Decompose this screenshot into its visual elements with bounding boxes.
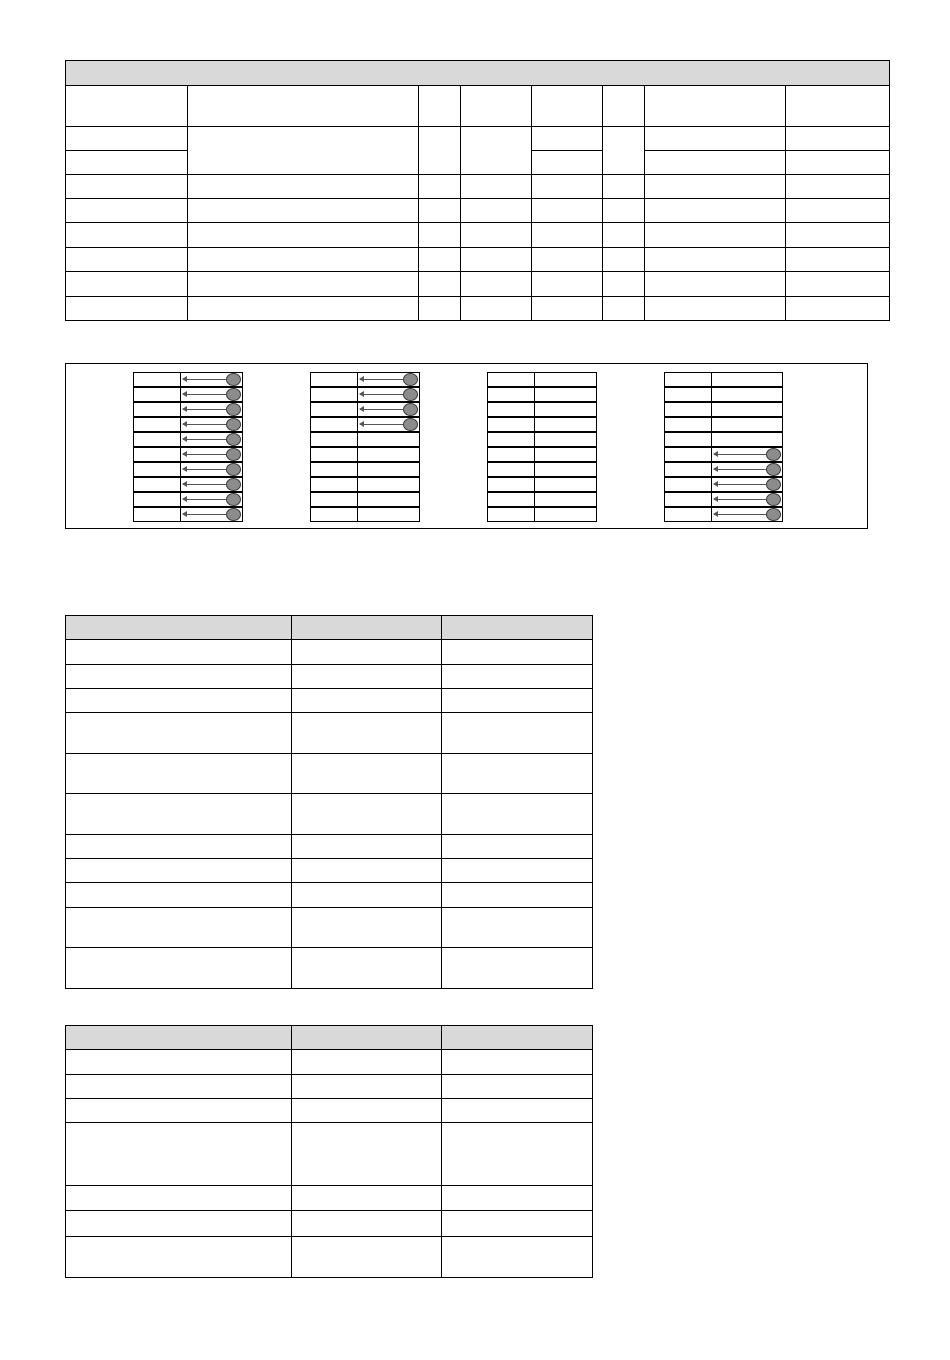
terminal-row-left-cell bbox=[664, 417, 712, 432]
diagram-panel bbox=[65, 363, 868, 529]
terminal-row bbox=[487, 432, 597, 447]
terminal-row bbox=[664, 387, 783, 402]
terminal-row-left-cell bbox=[664, 477, 712, 492]
terminal-row-left-cell bbox=[310, 492, 358, 507]
terminal-row bbox=[310, 417, 420, 432]
table-rule bbox=[65, 271, 890, 272]
terminal-row-left-cell bbox=[133, 462, 181, 477]
terminal-row bbox=[133, 372, 243, 387]
connection-point-icon bbox=[226, 418, 241, 431]
connection-point-icon bbox=[766, 463, 781, 476]
table-rule bbox=[65, 320, 890, 321]
table-rule bbox=[65, 907, 593, 908]
connection-arrow-icon bbox=[183, 439, 226, 440]
table-rule bbox=[441, 615, 442, 989]
terminal-row bbox=[664, 477, 783, 492]
terminal-row bbox=[487, 402, 597, 417]
terminal-row-left-cell bbox=[664, 462, 712, 477]
connection-point-icon bbox=[403, 388, 418, 401]
table-rule bbox=[65, 753, 593, 754]
terminal-row-left-cell bbox=[310, 432, 358, 447]
connection-point-icon bbox=[226, 403, 241, 416]
terminal-row-left-cell bbox=[487, 432, 535, 447]
table-rule bbox=[65, 222, 890, 223]
terminal-row-right-cell bbox=[357, 477, 420, 492]
terminal-row bbox=[664, 402, 783, 417]
terminal-row bbox=[133, 402, 243, 417]
table-rule bbox=[65, 615, 66, 989]
table-rule bbox=[65, 198, 890, 199]
connection-arrow-icon bbox=[360, 394, 403, 395]
table-rule bbox=[65, 615, 593, 616]
table-rule bbox=[291, 1025, 292, 1278]
table_a-header-fill bbox=[65, 615, 592, 639]
table-rule bbox=[65, 1049, 593, 1050]
connection-point-icon bbox=[226, 493, 241, 506]
terminal-row-right-cell bbox=[357, 462, 420, 477]
terminal-row-left-cell bbox=[133, 387, 181, 402]
terminal-row-right-cell bbox=[534, 462, 597, 477]
terminal-row bbox=[310, 372, 420, 387]
connection-arrow-icon bbox=[183, 514, 226, 515]
table-rule bbox=[65, 1025, 593, 1026]
connection-arrow-icon bbox=[183, 394, 226, 395]
terminal-row bbox=[133, 462, 243, 477]
terminal-row-right-cell bbox=[357, 507, 420, 522]
connection-arrow-icon bbox=[183, 409, 226, 410]
table_b-header-fill bbox=[65, 1025, 592, 1049]
terminal-row-left-cell bbox=[133, 432, 181, 447]
connection-arrow-icon bbox=[714, 514, 766, 515]
table-rule bbox=[441, 1025, 442, 1278]
table-rule bbox=[187, 60, 188, 321]
terminal-row bbox=[664, 372, 783, 387]
terminal-row-right-cell bbox=[534, 387, 597, 402]
terminal-row-left-cell bbox=[310, 402, 358, 417]
terminal-row-right-cell bbox=[534, 477, 597, 492]
terminal-row bbox=[133, 492, 243, 507]
terminal-row bbox=[487, 462, 597, 477]
terminal-row-left-cell bbox=[310, 507, 358, 522]
connection-point-icon bbox=[766, 478, 781, 491]
table-rule bbox=[65, 712, 593, 713]
terminal-row-right-cell bbox=[534, 492, 597, 507]
table-rule bbox=[592, 1025, 593, 1278]
connection-arrow-icon bbox=[360, 424, 403, 425]
connection-arrow-icon bbox=[714, 499, 766, 500]
table-rule bbox=[531, 60, 532, 321]
terminal-row-right-cell bbox=[357, 447, 420, 462]
connection-point-icon bbox=[226, 508, 241, 521]
table-rule bbox=[644, 60, 645, 321]
terminal-row-left-cell bbox=[487, 372, 535, 387]
connection-arrow-icon bbox=[360, 409, 403, 410]
connection-point-icon bbox=[403, 373, 418, 386]
terminal-row-left-cell bbox=[133, 417, 181, 432]
table-rule bbox=[65, 664, 593, 665]
terminal-row bbox=[664, 492, 783, 507]
table-rule bbox=[65, 988, 593, 989]
terminal-row-left-cell bbox=[487, 447, 535, 462]
table-rule bbox=[889, 60, 890, 321]
terminal-row bbox=[310, 462, 420, 477]
terminal-row bbox=[133, 432, 243, 447]
terminal-row bbox=[487, 372, 597, 387]
table-rule bbox=[65, 1185, 593, 1186]
terminal-row-right-cell bbox=[711, 402, 783, 417]
terminal-row bbox=[133, 387, 243, 402]
terminal-row-right-cell bbox=[711, 432, 783, 447]
terminal-row bbox=[487, 387, 597, 402]
table-rule bbox=[65, 1025, 66, 1278]
terminal-row-left-cell bbox=[133, 492, 181, 507]
terminal-row bbox=[310, 477, 420, 492]
table-rule bbox=[65, 793, 593, 794]
terminal-row-right-cell bbox=[534, 432, 597, 447]
table-rule bbox=[592, 615, 593, 989]
connection-point-icon bbox=[226, 433, 241, 446]
terminal-row bbox=[310, 447, 420, 462]
terminal-row-right-cell bbox=[534, 447, 597, 462]
terminal-row-left-cell bbox=[133, 447, 181, 462]
table-rule bbox=[65, 150, 188, 151]
table-rule bbox=[602, 60, 603, 321]
terminal-row-right-cell bbox=[534, 417, 597, 432]
table-rule bbox=[65, 296, 890, 297]
terminal-row-left-cell bbox=[487, 417, 535, 432]
terminal-row-left-cell bbox=[664, 432, 712, 447]
connection-arrow-icon bbox=[183, 484, 226, 485]
connection-arrow-icon bbox=[360, 379, 403, 380]
terminal-row-right-cell bbox=[534, 507, 597, 522]
terminal-row bbox=[133, 447, 243, 462]
connection-point-icon bbox=[403, 418, 418, 431]
table-rule bbox=[65, 882, 593, 883]
connection-point-icon bbox=[226, 448, 241, 461]
terminal-row bbox=[487, 447, 597, 462]
terminal-row bbox=[664, 417, 783, 432]
table-rule bbox=[65, 247, 890, 248]
terminal-row-left-cell bbox=[664, 492, 712, 507]
connection-arrow-icon bbox=[183, 379, 226, 380]
connection-point-icon bbox=[766, 508, 781, 521]
table-rule bbox=[65, 688, 593, 689]
connection-arrow-icon bbox=[183, 424, 226, 425]
connection-arrow-icon bbox=[714, 454, 766, 455]
table-rule bbox=[65, 126, 890, 127]
terminal-row bbox=[487, 507, 597, 522]
terminal-row-left-cell bbox=[133, 477, 181, 492]
connection-point-icon bbox=[226, 478, 241, 491]
terminal-row bbox=[664, 462, 783, 477]
terminal-row bbox=[310, 387, 420, 402]
connection-arrow-icon bbox=[183, 469, 226, 470]
connection-point-icon bbox=[226, 463, 241, 476]
terminal-row-left-cell bbox=[487, 477, 535, 492]
terminal-row bbox=[310, 507, 420, 522]
connection-point-icon bbox=[766, 448, 781, 461]
terminal-row-left-cell bbox=[664, 387, 712, 402]
table-rule bbox=[65, 60, 66, 321]
connection-arrow-icon bbox=[714, 469, 766, 470]
connection-arrow-icon bbox=[714, 484, 766, 485]
terminal-row-left-cell bbox=[310, 462, 358, 477]
terminal-row-left-cell bbox=[133, 402, 181, 417]
terminal-row-right-cell bbox=[357, 492, 420, 507]
terminal-row-right-cell bbox=[534, 402, 597, 417]
terminal-row-right-cell bbox=[711, 417, 783, 432]
table-rule bbox=[460, 60, 461, 321]
connection-point-icon bbox=[226, 388, 241, 401]
terminal-row-left-cell bbox=[310, 387, 358, 402]
terminal-row bbox=[487, 492, 597, 507]
connection-arrow-icon bbox=[183, 454, 226, 455]
table-rule bbox=[65, 834, 593, 835]
connection-point-icon bbox=[403, 403, 418, 416]
table-rule bbox=[65, 947, 593, 948]
terminal-row bbox=[487, 417, 597, 432]
terminal-row-left-cell bbox=[133, 507, 181, 522]
terminal-row bbox=[664, 447, 783, 462]
terminal-row-left-cell bbox=[487, 462, 535, 477]
terminal-row bbox=[133, 477, 243, 492]
terminal-row-right-cell bbox=[711, 387, 783, 402]
table-rule bbox=[65, 1074, 593, 1075]
terminal-row bbox=[310, 432, 420, 447]
table-rule bbox=[65, 858, 593, 859]
table-rule bbox=[65, 1277, 593, 1278]
terminal-row-left-cell bbox=[133, 372, 181, 387]
terminal-row-right-cell bbox=[357, 432, 420, 447]
terminal-row-right-cell bbox=[534, 372, 597, 387]
table-rule bbox=[418, 60, 419, 321]
connection-point-icon bbox=[766, 493, 781, 506]
terminal-row-left-cell bbox=[664, 372, 712, 387]
terminal-row-left-cell bbox=[487, 387, 535, 402]
terminal-row-left-cell bbox=[487, 507, 535, 522]
terminal-row bbox=[133, 417, 243, 432]
terminal-row bbox=[487, 477, 597, 492]
terminal-row-left-cell bbox=[310, 372, 358, 387]
table-rule bbox=[531, 150, 603, 151]
table-rule bbox=[65, 1098, 593, 1099]
connection-arrow-icon bbox=[183, 499, 226, 500]
top-table-title-cover bbox=[66, 61, 889, 85]
terminal-row-left-cell bbox=[310, 477, 358, 492]
table-rule bbox=[785, 60, 786, 321]
table-rule bbox=[291, 615, 292, 989]
table-rule bbox=[65, 639, 593, 640]
terminal-row-left-cell bbox=[487, 492, 535, 507]
terminal-row-left-cell bbox=[664, 402, 712, 417]
terminal-row-left-cell bbox=[310, 417, 358, 432]
table-rule bbox=[644, 150, 890, 151]
terminal-row bbox=[664, 507, 783, 522]
connection-point-icon bbox=[226, 373, 241, 386]
terminal-row-left-cell bbox=[664, 447, 712, 462]
table-rule bbox=[65, 1236, 593, 1237]
terminal-row-left-cell bbox=[487, 402, 535, 417]
terminal-row bbox=[133, 507, 243, 522]
terminal-row bbox=[310, 402, 420, 417]
table-rule bbox=[65, 1210, 593, 1211]
table-rule bbox=[65, 1122, 593, 1123]
terminal-row-right-cell bbox=[711, 372, 783, 387]
terminal-row-left-cell bbox=[664, 507, 712, 522]
terminal-row bbox=[310, 492, 420, 507]
table-rule bbox=[65, 174, 890, 175]
terminal-row-left-cell bbox=[310, 447, 358, 462]
table-rule bbox=[65, 85, 890, 86]
terminal-row bbox=[664, 432, 783, 447]
